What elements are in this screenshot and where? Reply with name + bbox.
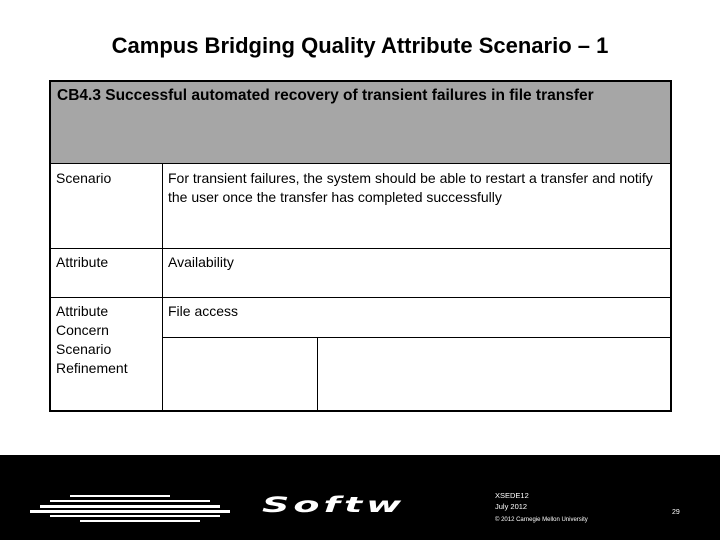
- row-label-scenario-refinement: Scenario Refinement: [56, 341, 128, 376]
- row-value-attribute-concern: File access: [168, 303, 239, 319]
- footer-copyright: © 2012 Carnegie Mellon University: [495, 517, 588, 523]
- slide-title: Campus Bridging Quality Attribute Scenario – 1: [111, 33, 609, 58]
- scenario-table: [49, 80, 672, 412]
- row-label-attribute: Attribute: [56, 254, 109, 270]
- row-value-attribute: Availability: [168, 254, 234, 270]
- row-value-scenario: For transient failures, the system should be able to restart a transfer and notify the user once the transfer has completed successfully: [168, 170, 653, 205]
- table-header: CB4.3 Successful automated recovery of transient failures in file transfer: [51, 82, 670, 164]
- row-value-scenario-refinement: [163, 339, 313, 345]
- footer-info: [495, 490, 588, 526]
- row-label-attribute-concern: Attribute Concern: [56, 303, 109, 338]
- row-divider: [162, 337, 670, 338]
- footer-event: XSEDE12: [495, 491, 529, 500]
- row-label-scenario: Scenario: [56, 170, 112, 186]
- sei-logo-text: Softw: [262, 494, 406, 516]
- row-divider: [51, 297, 670, 298]
- footer-date: July 2012: [495, 502, 528, 511]
- row-divider: [51, 248, 670, 249]
- page-number: 29: [672, 509, 680, 516]
- column-divider: [317, 337, 318, 410]
- footer-bar: [0, 455, 720, 540]
- logo-speed-lines: [30, 495, 260, 525]
